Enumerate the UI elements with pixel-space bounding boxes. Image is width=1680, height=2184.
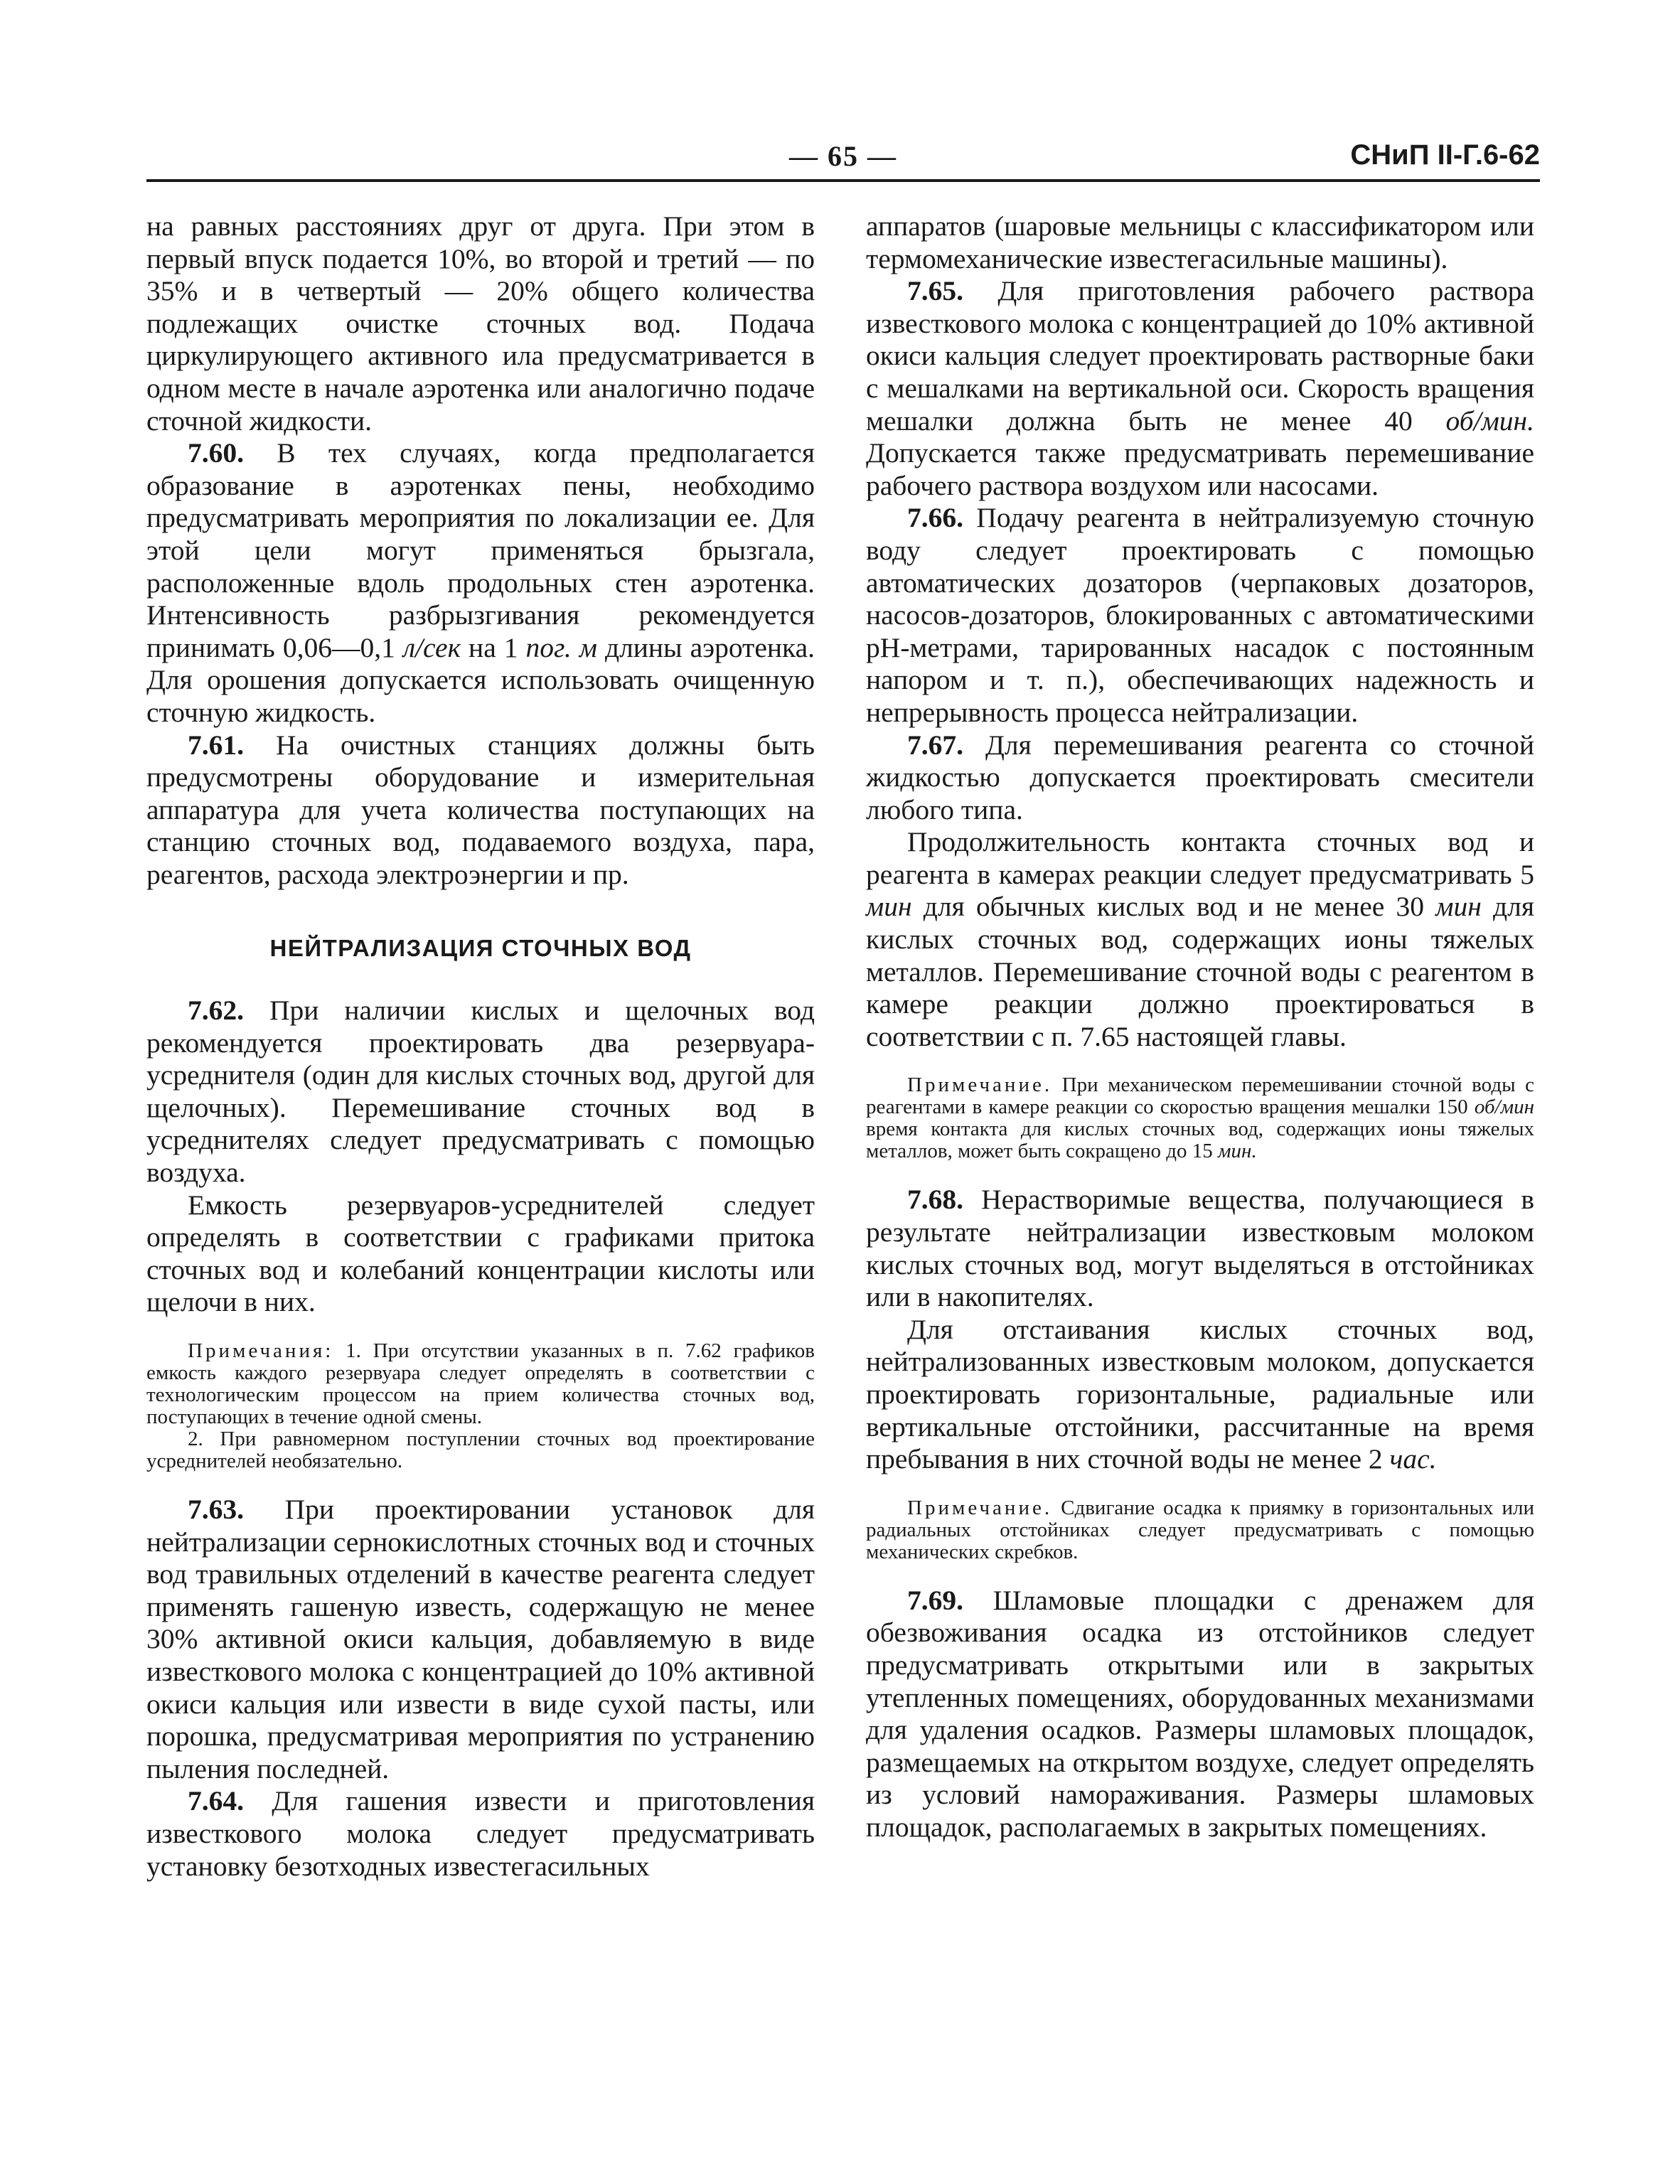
clause-text: на 1 [461,631,526,663]
page-number: — 65 — [789,140,897,172]
clause-number: 7.62. [188,995,244,1027]
clause-number: 7.64. [188,1785,244,1817]
unit: л/сек [402,631,461,663]
unit: мин. [1218,1140,1257,1163]
clause-number: 7.68. [907,1184,963,1216]
page-header [146,139,1540,182]
clause-7-68-paragraph [866,1314,1534,1476]
note-item [866,1074,1534,1162]
clause-7-68 [866,1184,1534,1313]
paragraph-continuation [146,210,815,437]
clause-number: 7.63. [188,1494,244,1525]
clause-text: Для гашения извести и приготовления известкового молока следует предусматривать установку безотходных известегасильных [146,1785,815,1882]
clause-number: 7.69. [907,1584,963,1616]
clause-number: 7.66. [907,502,963,534]
note-item-1 [146,1340,815,1428]
clause-number: 7.65. [907,275,963,307]
right-column [866,210,1534,1844]
note-text: При механическом перемешивании сточной воды с реагентами в камере реакции со скоростью вращения мешалки 150 [866,1074,1534,1119]
clause-7-69 [866,1585,1534,1844]
note-label: Примечания: [188,1339,334,1362]
paragraph-text: для кислых сточных вод, содержащих ионы тяжелых металлов. Перемешивание сточной воды с реагентом в камере реакции должно проектироваться в соответствии с п. 7.65 настоящей главы. [866,891,1534,1052]
clause-text: Допускается также предусматривать перемешивание рабочего раствора воздухом или насосами. [866,437,1534,501]
clause-7-63 [146,1494,815,1785]
note-text: 2. При равномерном поступлении сточных вод проектирование усреднителей необязательно. [146,1428,815,1472]
clause-text: Подачу реагента в нейтрализуемую сточную воду следует проектировать с помощью автоматических дозаторов (черпаковых дозаторов, насосов-дозаторов, блокированных с автоматическими pH-метрами, тарированных насадок с постоянным напором и т. п.), обеспечивающих надежность и непрерывность процесса нейтрализации. [866,502,1534,728]
clause-number: 7.61. [188,729,244,761]
note-label: Примечание. [907,1496,1053,1519]
note-7-67 [866,1074,1534,1162]
unit: мин [1435,891,1482,923]
unit: об/мин [1474,1096,1534,1119]
note-text: Сдвигание осадка к приямку в горизонтальных или радиальных отстойниках следует предусматривать с помощью механических скребков. [866,1496,1534,1563]
unit: об/мин. [1445,405,1534,437]
clause-7-67-paragraph [866,826,1534,1053]
clause-text: В тех случаях, когда предполагается образование в аэротенках пены, необходимо предусматривать мероприятия по локализации ее. Для этой цели могут применяться брызгала, расположенные вдоль продольных стен аэротенка. Интенсивность разбрызгивания рекомендуется принимать 0,06—0,1 [146,437,815,663]
clause-text: Шламовые площадки с дренажем для обезвоживания осадка из отстойников следует предусматривать открытыми или в закрытых утепленных помещениях, оборудованных механизмами для удаления осадков. Размеры шламовых площадок, размещаемых на открытом воздухе, следует определять из условий намораживания. Размеры шламовых площадок, располагаемых в закрытых помещениях. [866,1584,1534,1843]
note-text: 1. При отсутствии указанных в п. 7.62 графиков емкость каждого резервуара следует определять в соответствии с технологическим процессом на прием количества сточных вод, поступающих в течение одной смены. [146,1339,815,1428]
note-text: время контакта для кислых сточных вод, содержащих ионы тяжелых металлов, может быть сокращено до 15 [866,1118,1534,1163]
clause-7-62 [146,995,815,1189]
section-title: НЕЙТРАЛИЗАЦИЯ СТОЧНЫХ ВОД [269,935,692,962]
unit: мин [866,891,912,923]
clause-7-60 [146,437,815,729]
clause-7-66 [866,502,1534,729]
clause-text: Для приготовления рабочего раствора известкового молока с концентрацией до 10% активной окиси кальция следует проектировать растворные баки с мешалками на вертикальной оси. Скорость вращения мешалки должна быть не менее 40 [866,275,1534,437]
clause-text: Для перемешивания реагента со сточной жидкостью допускается проектировать смесители любого типа. [866,729,1534,825]
unit: час. [1389,1443,1437,1475]
note-label: Примечание. [907,1074,1053,1097]
clause-7-67 [866,729,1534,827]
paragraph-text: Продолжительность контакта сточных вод и реагента в камерах реакции следует предусматривать 5 [866,826,1534,890]
left-column [146,210,815,1883]
clause-text: На очистных станциях должны быть предусмотрены оборудование и измерительная аппаратура для учета количества поступающих на станцию сточных вод, подаваемого воздуха, пара, реагентов, расхода электроэнергии и пр. [146,729,815,890]
clause-text: Нерастворимые вещества, получающиеся в результате нейтрализации известковым молоком кислых сточных вод, могут выделяться в отстойниках или в накопителях. [866,1184,1534,1313]
paragraph-text: Емкость резервуаров-усреднителей следует определять в соответствии с графиками притока сточных вод и колебаний концентрации кислоты или щелочи в них. [146,1189,815,1318]
clause-text: При проектировании установок для нейтрализации сернокислотных сточных вод и сточных вод травильных отделений в качестве реагента следует применять гашеную известь, содержащую не менее 30% активной окиси кальция, добавляемую в виде известкового молока с концентрацией до 10% активной окиси кальция или извести в виде сухой пасты, или порошка, предусматривая мероприятия по устранению пыления последней. [146,1494,815,1784]
unit: пог. м [525,631,597,663]
paragraph-text: Для отстаивания кислых сточных вод, нейтрализованных известковым молоком, допускается проектировать горизонтальные, радиальные или вертикальные отстойники, рассчитанные на время пребывания в них сточной воды не менее 2 [866,1313,1534,1475]
clause-7-65 [866,275,1534,502]
header-rule [146,179,1540,182]
clause-text: При наличии кислых и щелочных вод рекомендуется проектировать два резервуара-усреднителя (один для кислых сточных вод, другой для щелочных). Перемешивание сточных вод в усреднителях следует предусматривать с помощью воздуха. [146,995,815,1189]
clause-7-62-paragraph [146,1189,815,1319]
clause-7-64 [146,1785,815,1883]
document-code: СНиП II-Г.6-62 [1350,139,1540,171]
note-item [866,1497,1534,1563]
clause-number: 7.67. [907,729,963,761]
paragraph-text: аппаратов (шаровые мельницы с классификатором или термомеханические известегасильные машины). [866,210,1534,274]
clause-text: длины аэротенка. Для орошения допускается использовать очищенную сточную жидкость. [146,631,815,728]
note-7-68 [866,1497,1534,1563]
paragraph-continuation [866,210,1534,275]
clause-7-61 [146,729,815,892]
paragraph-text: на равных расстояниях друг от друга. При этом в первый впуск подается 10%, во второй и третий — по 35% и в четвертый — 20% общего количества подлежащих очистке сточных вод. Подача циркулирующего активного ила предусматривается в одном месте в начале аэротенка или аналогично подаче сточной жидкости. [146,210,815,437]
note-item-2 [146,1428,815,1472]
note-7-62 [146,1340,815,1472]
paragraph-text: для обычных кислых вод и не менее 30 [911,891,1436,923]
clause-number: 7.60. [188,437,244,469]
